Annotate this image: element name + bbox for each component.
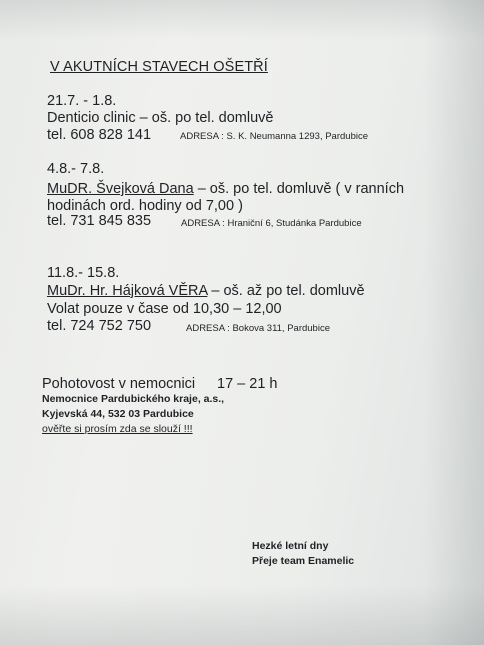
emergency-hours: 17 – 21 h xyxy=(217,376,278,392)
entry-2-hours: hodinách ord. hodiny od 7,00 ) xyxy=(47,198,243,214)
entry-1-description: Denticio clinic – oš. po tel. domluvě xyxy=(47,110,274,126)
entry-2-line1 xyxy=(47,182,404,197)
entry-3-doctor-name: MuDr. Hr. Hájková VĚRA xyxy=(47,283,208,299)
paper-shadow-bottom xyxy=(0,585,484,645)
emergency-hospital: Nemocnice Pardubického kraje, a.s., xyxy=(42,393,225,405)
entry-3-phone: tel. 724 752 750 xyxy=(47,318,152,334)
paper-shadow-top xyxy=(0,0,484,40)
entry-3-description: – oš. až po tel. domluvě xyxy=(207,283,365,299)
entry-2-doctor-name: MuDR. Švejková Dana xyxy=(47,181,194,197)
entry-2-dates: 4.8.- 7.8. xyxy=(47,161,105,177)
entry-1-dates: 21.7. - 1.8. xyxy=(47,93,117,109)
closing-greeting: Hezké letní dny xyxy=(252,540,329,552)
emergency-note: ověřte si prosím zda se slouží !!! xyxy=(42,423,193,435)
emergency-title: Pohotovost v nemocnici xyxy=(42,376,196,392)
entry-3-line1 xyxy=(47,284,365,299)
entry-3-address: ADRESA : Bokova 311, Pardubice xyxy=(186,323,330,334)
emergency-address: Kyjevská 44, 532 03 Pardubice xyxy=(42,408,194,420)
entry-3-dates: 11.8.- 15.8. xyxy=(47,265,120,281)
entry-1-phone: tel. 608 828 141 xyxy=(47,127,152,143)
closing-signature: Přeje team Enamelic xyxy=(252,555,355,567)
entry-1-address: ADRESA : S. K. Neumanna 1293, Pardubice xyxy=(180,131,368,142)
entry-2-address: ADRESA : Hraniční 6, Studánka Pardubice xyxy=(181,218,362,229)
entry-2-phone: tel. 731 845 835 xyxy=(47,213,152,229)
entry-2-description: – oš. po tel. domluvě ( v ranních xyxy=(193,181,405,197)
document-heading: V AKUTNÍCH STAVECH OŠETŘÍ xyxy=(50,59,268,75)
entry-3-hours: Volat pouze v čase od 10,30 – 12,00 xyxy=(47,301,282,317)
paper-shadow-right xyxy=(424,0,484,645)
